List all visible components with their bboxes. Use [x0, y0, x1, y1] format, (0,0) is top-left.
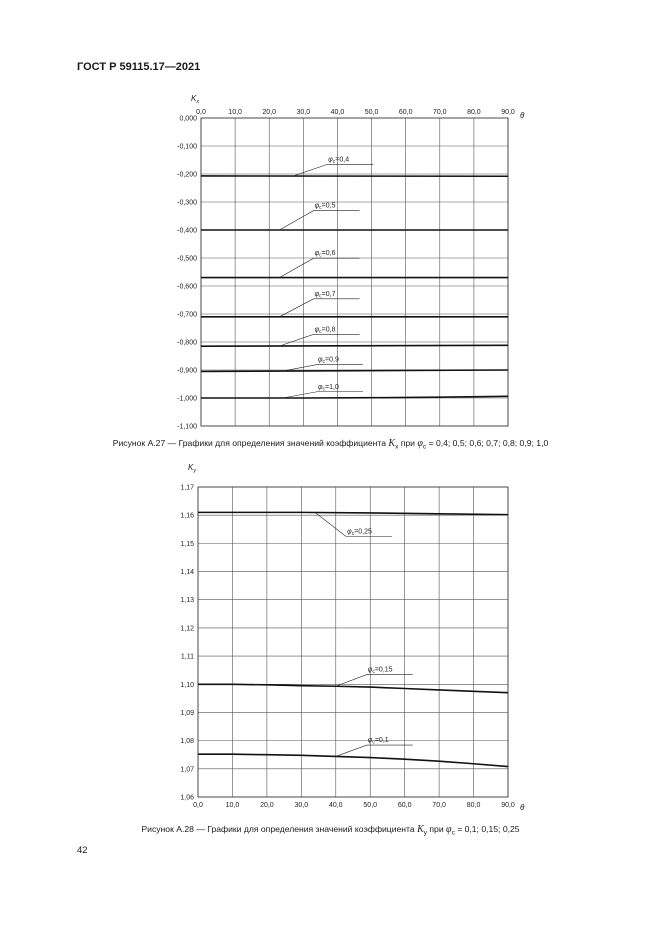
y-tick-label: 1,14 — [180, 569, 194, 577]
x-tick-label: 30,0 — [294, 802, 309, 809]
y-tick-label: 1,12 — [180, 625, 194, 633]
x-tick-label: 80,0 — [466, 802, 481, 809]
y-axis-label: $K_y$ — [188, 463, 197, 474]
x-axis-label: θ — [520, 111, 525, 120]
y-tick-label: -0,400 — [177, 227, 197, 235]
series-label: $\varphi_c=0,9$ — [317, 356, 339, 366]
series-line — [198, 754, 508, 766]
x-tick-label: 20,0 — [260, 802, 274, 809]
x-tick-label: 10,0 — [228, 109, 242, 116]
y-tick-label: -0,300 — [177, 199, 197, 207]
y-tick-label: 1,07 — [180, 766, 194, 774]
y-tick-label: -0,200 — [177, 171, 197, 179]
caption-symbol: K — [417, 824, 424, 835]
caption-param-sub: c — [451, 829, 455, 837]
series-line — [198, 512, 508, 514]
x-tick-label: 60,0 — [398, 109, 413, 116]
y-tick-label: 1,10 — [180, 681, 194, 689]
figure-caption-a28 — [0, 824, 661, 837]
caption-values: = 0,1; 0,15; 0,25 — [457, 824, 520, 834]
y-tick-label: -1,000 — [177, 395, 197, 403]
y-tick-label: 1,17 — [180, 484, 194, 492]
x-tick-label: 40,0 — [328, 802, 343, 809]
y-tick-label: -0,600 — [177, 283, 197, 291]
caption-mid: при — [400, 438, 415, 448]
x-tick-label: 40,0 — [330, 109, 345, 116]
series-label: $\varphi_c=0,1$ — [367, 737, 389, 746]
caption-text: Рисунок А.28 — Графики для определения значений коэффициента — [141, 824, 415, 834]
caption-mid: при — [429, 824, 444, 834]
y-tick-label: 1,15 — [180, 540, 194, 548]
series-line — [198, 684, 508, 692]
caption-symbol-sub: y — [423, 829, 427, 837]
x-tick-label: 90,0 — [501, 109, 515, 116]
x-tick-label: 70,0 — [432, 109, 447, 116]
x-tick-label: 80,0 — [467, 109, 481, 116]
y-tick-label: -0,900 — [177, 367, 197, 375]
series-label: $\varphi_c=0,15$ — [367, 666, 393, 676]
caption-symbol: K — [388, 438, 396, 449]
series-label: $\varphi_c=0,4$ — [328, 156, 350, 165]
y-tick-label: 1,13 — [180, 597, 194, 605]
y-axis-label: $K_x$ — [191, 94, 200, 105]
y-tick-label: 1,08 — [180, 738, 194, 746]
x-tick-label: 90,0 — [501, 802, 515, 809]
series-label: $\varphi_c=0,8$ — [314, 326, 336, 335]
caption-text: Рисунок А.27 — Графики для определения значений коэффициента — [112, 438, 387, 448]
y-tick-label: 1,09 — [180, 709, 194, 717]
caption-param-sub: c — [422, 443, 427, 451]
caption-symbol-sub: x — [395, 443, 399, 451]
y-tick-label: 1,16 — [180, 512, 194, 520]
series-label: $\varphi_c=1,0$ — [317, 383, 339, 393]
caption-param: φ — [446, 824, 452, 835]
y-tick-label: 1,11 — [180, 653, 194, 661]
x-tick-label: 0,0 — [196, 109, 206, 116]
series-label: $\varphi_c=0,6$ — [314, 250, 336, 259]
x-tick-label: 50,0 — [363, 802, 378, 809]
series-leader-line — [336, 745, 413, 756]
x-tick-label: 30,0 — [296, 109, 311, 116]
x-axis-label: θ — [520, 803, 525, 812]
y-tick-label: -0,700 — [177, 311, 197, 319]
series-label: $\varphi_c=0,5$ — [314, 202, 336, 212]
x-tick-label: 0,0 — [193, 802, 203, 809]
page-number: 42 — [77, 845, 88, 856]
x-tick-label: 20,0 — [262, 109, 277, 116]
series-label: $\varphi_c=0,25$ — [347, 528, 372, 537]
caption-param: φ — [417, 438, 423, 449]
x-tick-label: 70,0 — [432, 802, 446, 809]
y-tick-label: -0,500 — [177, 255, 197, 263]
caption-values: = 0,4; 0,5; 0,6; 0,7; 0,8; 0,9; 1,0 — [428, 438, 549, 448]
y-tick-label: -0,100 — [177, 143, 197, 151]
y-tick-label: 1,06 — [180, 794, 194, 802]
y-tick-label: 0,000 — [179, 115, 197, 123]
x-tick-label: 10,0 — [225, 802, 240, 809]
document-header: ГОСТ Р 59115.17—2021 — [77, 61, 201, 73]
x-tick-label: 50,0 — [364, 109, 379, 116]
y-tick-label: -0,800 — [177, 339, 197, 347]
x-tick-label: 60,0 — [397, 802, 412, 809]
series-label: $\varphi_c=0,7$ — [314, 290, 336, 300]
y-tick-label: -1,100 — [177, 423, 197, 431]
